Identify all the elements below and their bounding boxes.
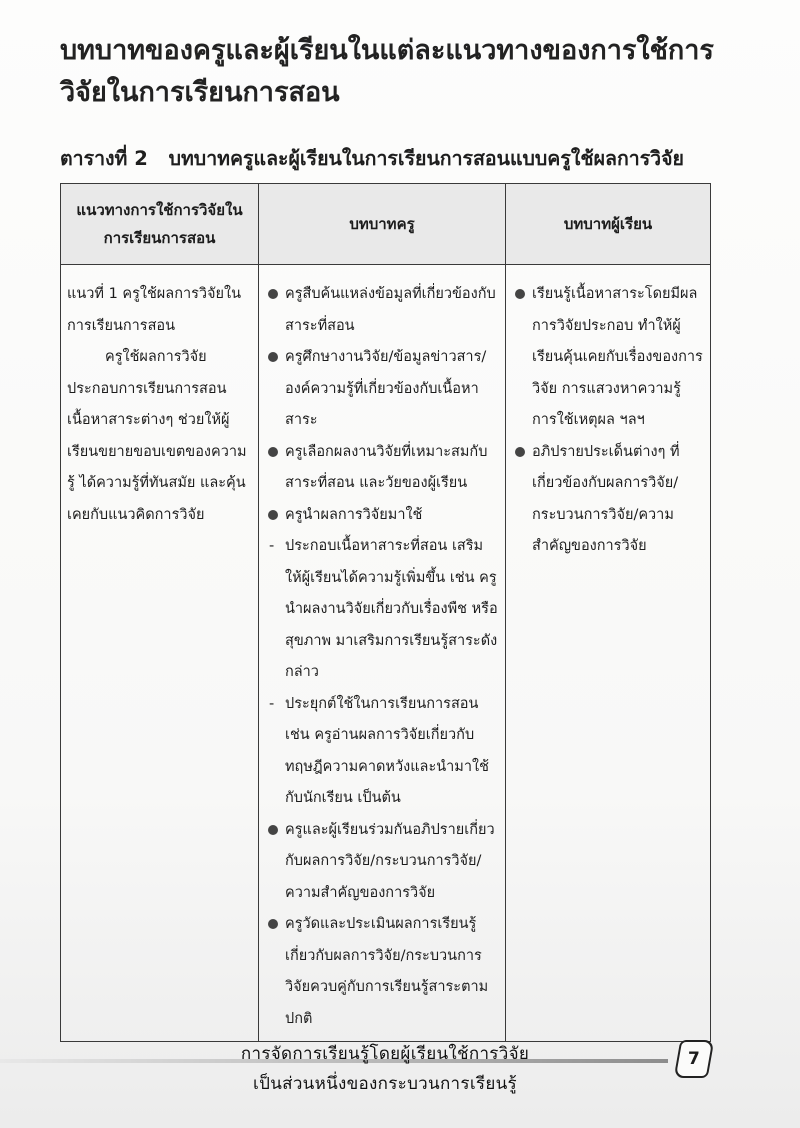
roles-table: [60, 183, 711, 1042]
footer-title-line2: เป็นส่วนหนึ่งของกระบวนการเรียนรู้: [253, 1074, 517, 1094]
teacher-role-item: ครูวัดและประเมินผลการเรียนรู้เกี่ยวกับผลการวิจัย/กระบวนการวิจัยควบคู่กับการเรียนรู้สาระตามปกติ: [265, 909, 499, 1035]
teacher-role-item: ครูศึกษางานวิจัย/ข้อมูลข่าวสาร/องค์ความรู้ที่เกี่ยวข้องกับเนื้อหาสาระ: [265, 342, 499, 437]
table-caption-number: ตารางที่ 2: [60, 147, 148, 170]
approach-title: แนวที่ 1 ครูใช้ผลการวิจัยในการเรียนการสอน: [67, 286, 242, 334]
header-approach: แนวทางการใช้การวิจัยในการเรียนการสอน: [61, 184, 259, 265]
approach-description: ครูใช้ผลการวิจัยประกอบการเรียนการสอนเนื้อหาสาระต่างๆ ช่วยให้ผู้เรียนขยายขอบเขตของความรู้ ได้ความรู้ที่ทันสมัย และคุ้นเคยกับแนวคิดการวิจัย: [67, 349, 247, 523]
header-learner-role: บทบาทผู้เรียน: [506, 184, 711, 265]
teacher-role-item: ครูและผู้เรียนร่วมกันอภิปรายเกี่ยวกับผลการวิจัย/กระบวนการวิจัย/ความสำคัญของการวิจัย: [265, 815, 499, 910]
learner-role-item: อภิปรายประเด็นต่างๆ ที่เกี่ยวข้องกับผลการวิจัย/กระบวนการวิจัย/ความสำคัญของการวิจัย: [512, 437, 704, 563]
learner-role-item: เรียนรู้เนื้อหาสาระโดยมีผลการวิจัยประกอบ ทำให้ผู้เรียนคุ้นเคยกับเรื่องของการวิจัย การแสวงหาความรู้การใช้เหตุผล ฯลฯ: [512, 279, 704, 437]
page-number: [674, 1040, 715, 1078]
teacher-role-item: - ประกอบเนื้อหาสาระที่สอน เสริมให้ผู้เรียนได้ความรู้เพิ่มขึ้น เช่น ครูนำผลงานวิจัยเกี่ยวกับเรื่องพืช หรือสุขภาพ มาเสริมการเรียนรู้สาระดังกล่าว: [265, 531, 499, 689]
table-header-row: [61, 184, 711, 265]
approach-cell: [61, 265, 259, 1042]
header-teacher-role: บทบาทครู: [259, 184, 506, 265]
teacher-role-item: ครูนำผลการวิจัยมาใช้: [265, 500, 499, 532]
table-caption: [60, 143, 760, 174]
table-row: [61, 265, 711, 1042]
teacher-role-item: - ประยุกต์ใช้ในการเรียนการสอน เช่น ครูอ่านผลการวิจัยเกี่ยวกับทฤษฎีความคาดหวังและนำมาใช้กับนักเรียน เป็นต้น: [265, 689, 499, 815]
learner-role-cell: [506, 265, 711, 1042]
page-number-text: 7: [688, 1049, 700, 1069]
page-heading: บทบาทของครูและผู้เรียนในแต่ละแนวทางของการใช้การวิจัยในการเรียนการสอน: [60, 35, 714, 108]
teacher-role-list: [265, 279, 499, 1035]
footer-title-line1: การจัดการเรียนรู้โดยผู้เรียนใช้การวิจัย: [240, 1044, 530, 1064]
page-footer: [0, 1032, 800, 1102]
learner-role-list: [512, 279, 704, 563]
teacher-role-cell: [259, 265, 506, 1042]
table-caption-text: บทบาทครูและผู้เรียนในการเรียนการสอนแบบครูใช้ผลการวิจัย: [168, 147, 684, 170]
teacher-role-item: ครูเลือกผลงานวิจัยที่เหมาะสมกับสาระที่สอน และวัยของผู้เรียน: [265, 437, 499, 500]
teacher-role-item: ครูสืบค้นแหล่งข้อมูลที่เกี่ยวข้องกับสาระที่สอน: [265, 279, 499, 342]
